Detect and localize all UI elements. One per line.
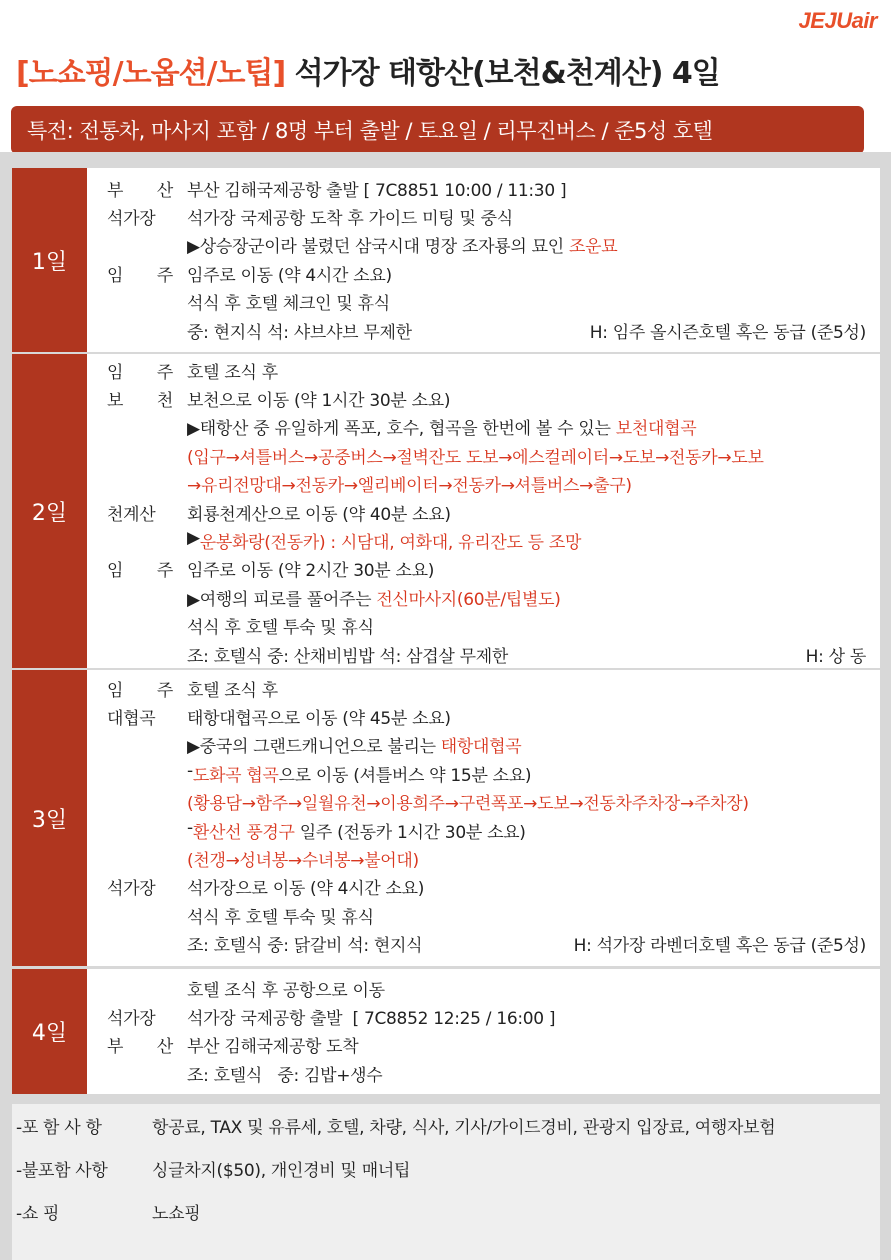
schedule-row xyxy=(107,441,880,469)
meal-info: 조: 호텔식 중: 닭갈비 석: 현지식 xyxy=(187,936,423,957)
highlight-text: 조운묘 xyxy=(568,237,618,258)
activity-text: ▶여행의 피로를 풀어주는 xyxy=(187,589,377,610)
schedule-text xyxy=(187,903,880,928)
place-label: 석가장 xyxy=(107,879,156,900)
schedule-row xyxy=(107,356,880,384)
meal-hotel-line xyxy=(187,318,880,343)
info-row-shopping xyxy=(12,1194,880,1228)
info-value: 싱글차지($50), 개인경비 및 매너팁 xyxy=(152,1160,411,1181)
schedule-row xyxy=(107,583,880,611)
schedule-row xyxy=(107,526,880,554)
activity-text: 석식 후 호텔 투숙 및 휴식 xyxy=(187,618,374,639)
schedule-row xyxy=(107,788,880,816)
activity-text: - xyxy=(187,760,193,781)
day-schedule xyxy=(87,168,880,352)
activity-text: 회룡천계산으로 이동 (약 40분 소요) xyxy=(187,504,451,525)
highlight-text: (황용담→함주→일월유천→이용희주→구련폭포→도보→전동차주차장→주차장) xyxy=(187,794,749,815)
title-main: 석가장 태항산(보천&천계산) 4일 xyxy=(294,56,720,91)
schedule-row xyxy=(107,174,880,202)
schedule-text xyxy=(187,204,880,229)
schedule-row xyxy=(107,470,880,498)
place-label: 석가장 xyxy=(107,209,156,230)
schedule-row xyxy=(107,202,880,230)
schedule-text xyxy=(187,261,880,286)
schedule-text xyxy=(187,846,880,871)
activity-text: 부산 김해국제공항 도착 xyxy=(187,1037,359,1058)
schedule-text xyxy=(187,176,880,201)
highlight-text: →유리전망대→전동카→엘리베이터→전동카→셔틀버스→출구) xyxy=(187,476,632,497)
activity-text: 으로 이동 (셔틀버스 약 15분 소요) xyxy=(278,765,532,786)
schedule-row xyxy=(107,498,880,526)
place-label: 보 천 xyxy=(107,391,188,412)
place-label: 대협곡 xyxy=(107,709,156,730)
activity-text: ▶중국의 그랜드캐니언으로 불리는 xyxy=(187,737,441,758)
highlight-text: (입구→셔틀버스→공중버스→절벽잔도 도보→에스컬레이터→도보→전동카→도보 xyxy=(187,447,764,468)
schedule-text xyxy=(187,1061,880,1086)
highlight-text: 보천대협곡 xyxy=(615,419,697,440)
place-label: 부 산 xyxy=(107,1037,188,1058)
activity-text: 부산 김해국제공항 출발 [ 7C8851 10:00 / 11:30 ] xyxy=(187,180,567,201)
schedule-text xyxy=(187,976,880,1001)
schedule-row xyxy=(107,1059,880,1087)
place-label: 부 산 xyxy=(107,180,188,201)
highlight-text: 전신마사지(60분/팁별도) xyxy=(376,589,561,610)
schedule-text xyxy=(187,556,880,581)
activity-text: ▶ xyxy=(187,528,200,549)
schedule-row xyxy=(107,759,880,787)
day-schedule xyxy=(87,670,880,966)
day-block xyxy=(12,670,880,966)
info-value: 노쇼핑 xyxy=(152,1203,201,1224)
schedule-row xyxy=(107,930,880,958)
day-label: 1일 xyxy=(12,168,87,352)
schedule-text xyxy=(187,289,880,314)
schedule-row xyxy=(107,1031,880,1059)
schedule-text xyxy=(187,818,880,843)
activity-text: 태항대협곡으로 이동 (약 45분 소요) xyxy=(187,709,451,730)
hotel-info: H: 상 동 xyxy=(805,646,866,667)
place-label: 석가장 xyxy=(107,1009,156,1030)
info-label: -불포함 사항 xyxy=(16,1160,108,1181)
schedule-row xyxy=(107,640,880,668)
place-label: 임 주 xyxy=(107,265,188,286)
meal-hotel-line xyxy=(187,642,880,667)
schedule-text xyxy=(187,613,880,638)
info-section xyxy=(12,1104,880,1260)
activity-text: 석가장으로 이동 (약 4시간 소요) xyxy=(187,879,425,900)
activity-text: 일주 (전동카 1시간 30분 소요) xyxy=(294,822,526,843)
activity-text: 석가장 국제공항 도착 후 가이드 미팅 및 중식 xyxy=(187,209,513,230)
schedule-row xyxy=(107,413,880,441)
schedule-row xyxy=(107,288,880,316)
schedule-text xyxy=(187,443,880,468)
page-title xyxy=(16,48,720,92)
schedule-row xyxy=(107,974,880,1002)
place-label: 임 주 xyxy=(107,680,188,701)
activity-text: ▶태항산 중 유일하게 폭포, 호수, 협곡을 한번에 볼 수 있는 xyxy=(187,419,616,440)
schedule-row xyxy=(107,384,880,412)
schedule-text xyxy=(187,500,880,525)
activity-text: 조: 호텔식 중: 김밥+생수 xyxy=(187,1065,383,1086)
benefits-banner: 특전: 전통차, 마사지 포함 / 8명 부터 출발 / 토요일 / 리무진버스 / 준5성 호텔 xyxy=(11,106,864,154)
schedule-text xyxy=(187,358,880,383)
activity-text: 석식 후 호텔 투숙 및 휴식 xyxy=(187,907,374,928)
jejuair-logo: JEJUair xyxy=(798,8,877,33)
highlight-text: 운봉화랑(전동카) : 시담대, 여화대, 유리잔도 등 조망 xyxy=(199,533,582,554)
day-label: 4일 xyxy=(12,969,87,1094)
meal-hotel-line xyxy=(187,931,880,956)
day-schedule xyxy=(87,354,880,668)
day-label: 3일 xyxy=(12,670,87,966)
schedule-row xyxy=(107,873,880,901)
activity-text: 보천으로 이동 (약 1시간 30분 소요) xyxy=(187,391,451,412)
activity-text: 석식 후 호텔 체크인 및 휴식 xyxy=(187,294,390,315)
schedule-row xyxy=(107,612,880,640)
schedule-text xyxy=(187,386,880,411)
schedule-text xyxy=(187,789,880,814)
schedule-row xyxy=(107,555,880,583)
schedule-text xyxy=(187,585,880,610)
schedule-row xyxy=(107,316,880,344)
info-label: -포 함 사 항 xyxy=(16,1117,102,1138)
day-block xyxy=(12,354,880,668)
meal-info: 중: 현지식 석: 샤브샤브 무제한 xyxy=(187,322,412,343)
schedule-row xyxy=(107,844,880,872)
schedule-row xyxy=(107,901,880,929)
highlight-text: 태항대협곡 xyxy=(440,737,522,758)
highlight-text: 환산선 풍경구 xyxy=(192,822,295,843)
activity-text: - xyxy=(187,817,193,838)
activity-text: 임주로 이동 (약 4시간 소요) xyxy=(187,265,392,286)
schedule-text xyxy=(187,1032,880,1057)
schedule-text xyxy=(187,732,880,757)
schedule-row xyxy=(107,259,880,287)
schedule-text xyxy=(187,704,880,729)
activity-text: 임주로 이동 (약 2시간 30분 소요) xyxy=(187,561,435,582)
place-label: 천계산 xyxy=(107,504,156,525)
schedule-row xyxy=(107,816,880,844)
day-schedule xyxy=(87,969,880,1094)
activity-text: 석가장 국제공항 출발 [ 7C8852 12:25 / 16:00 ] xyxy=(187,1009,556,1030)
schedule-text xyxy=(187,676,880,701)
schedule-text xyxy=(187,414,880,439)
info-row-excluded xyxy=(12,1151,880,1185)
meal-info: 조: 호텔식 중: 산채비빔밥 석: 삼겹살 무제한 xyxy=(187,646,508,667)
schedule-text xyxy=(187,232,880,257)
day-label: 2일 xyxy=(12,354,87,668)
activity-text: 호텔 조식 후 xyxy=(187,680,278,701)
schedule-text xyxy=(187,471,880,496)
schedule-text xyxy=(187,528,880,553)
schedule-row xyxy=(107,674,880,702)
day-block xyxy=(12,168,880,352)
highlight-text: (천갱→성녀봉→수녀봉→불어대) xyxy=(187,851,419,872)
activity-text: 호텔 조식 후 xyxy=(187,362,278,383)
schedule-row xyxy=(107,1002,880,1030)
schedule-row xyxy=(107,702,880,730)
highlight-text: 도화곡 협곡 xyxy=(192,765,279,786)
info-label: -쇼 핑 xyxy=(16,1203,60,1224)
place-label: 임 주 xyxy=(107,561,188,582)
activity-text: ▶상승장군이라 불렸던 삼국시대 명장 조자룡의 묘인 xyxy=(187,237,569,258)
schedule-row xyxy=(107,731,880,759)
schedule-text xyxy=(187,1004,880,1029)
hotel-info: H: 임주 올시즌호텔 혹은 동급 (준5성) xyxy=(589,322,866,343)
day-block xyxy=(12,969,880,1094)
schedule-text xyxy=(187,761,880,786)
info-row-included xyxy=(12,1108,880,1142)
hotel-info: H: 석가장 라벤더호텔 혹은 동급 (준5성) xyxy=(573,936,866,957)
schedule-row xyxy=(107,231,880,259)
activity-text: 호텔 조식 후 공항으로 이동 xyxy=(187,980,385,1001)
place-label: 임 주 xyxy=(107,362,188,383)
schedule-text xyxy=(187,874,880,899)
info-value: 항공료, TAX 및 유류세, 호텔, 차량, 식사, 기사/가이드경비, 관광지 입장료, 여행자보험 xyxy=(152,1117,776,1138)
title-tag: [노쇼핑/노옵션/노팁] xyxy=(16,56,286,91)
